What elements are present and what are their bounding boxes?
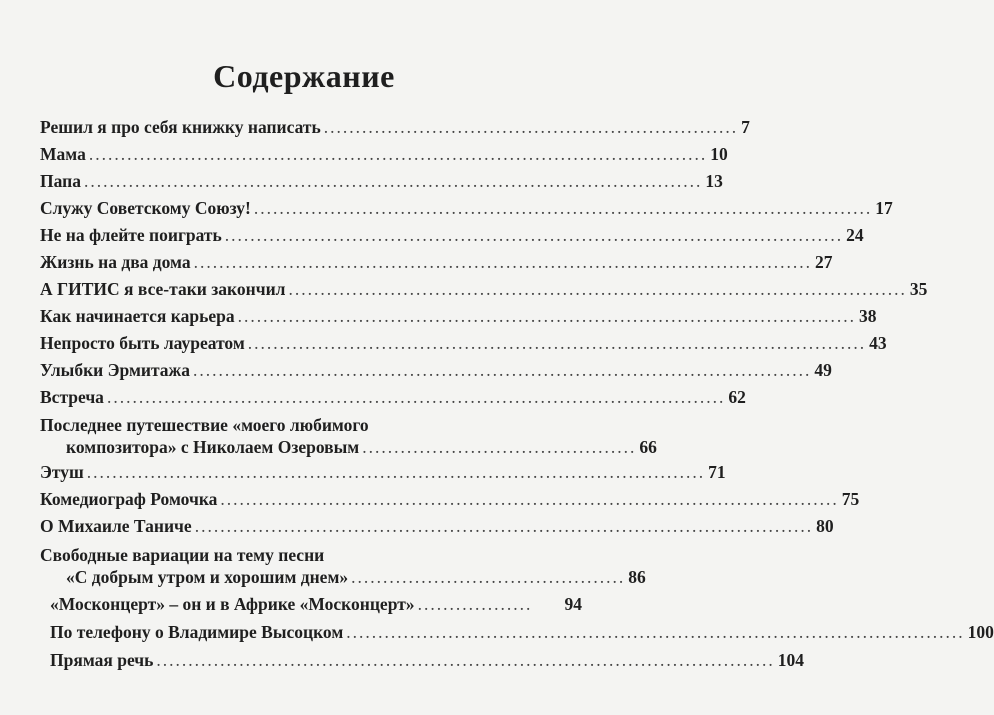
toc-entry	[40, 332, 887, 354]
toc-entry	[40, 515, 834, 537]
entry-page: 104	[777, 650, 805, 670]
leader-dots: .................................................................................................	[253, 198, 873, 218]
leader-dots: ..................	[417, 594, 533, 614]
toc-entry	[40, 649, 805, 671]
entry-page: 75	[841, 489, 860, 509]
toc-entry	[40, 224, 864, 246]
entry-title: Улыбки Эрмитажа	[40, 360, 190, 380]
toc-entry	[40, 278, 928, 300]
toc-entry	[40, 461, 726, 483]
toc-entry	[40, 116, 750, 138]
leader-dots: .................................................................................................	[192, 360, 812, 380]
entry-title: Не на флейте поиграть	[40, 225, 222, 245]
entry-title: Как начинается карьера	[40, 306, 235, 326]
leader-dots: .................................................................................................	[220, 489, 839, 509]
leader-dots: .................................................................................................	[86, 462, 706, 482]
leader-dots: ...........................................	[362, 437, 637, 457]
toc-entry	[40, 414, 657, 458]
entry-title: Решил я про себя книжку написать	[40, 117, 321, 137]
toc-entry	[40, 386, 746, 408]
toc-entry	[40, 544, 646, 588]
leader-dots: .................................................................................................	[288, 279, 907, 299]
leader-dots: .................................................................................................	[88, 144, 708, 164]
leader-dots: .................................................................................................	[346, 622, 965, 642]
leader-dots: .................................................................................................	[247, 333, 867, 353]
entry-page: 24	[846, 225, 864, 245]
entry-title: Встреча	[40, 387, 104, 407]
leader-dots: ...........................................	[351, 567, 626, 587]
entry-title: «Москонцерт» – он и в Африке «Москонцерт»	[50, 594, 415, 614]
entry-page: 27	[814, 252, 833, 272]
entry-page: 10	[710, 144, 728, 164]
entry-title: А ГИТИС я все-таки закончил	[40, 279, 286, 299]
entry-title: Папа	[40, 171, 81, 191]
leader-dots: .................................................................	[323, 117, 739, 137]
entry-page: 100	[967, 622, 994, 642]
toc-entry	[40, 251, 833, 273]
leader-dots: .................................................................................................	[193, 252, 812, 272]
leader-dots: .................................................................................................	[224, 225, 844, 245]
entry-page: 80	[816, 516, 834, 536]
entry-title: Этуш	[40, 462, 84, 482]
toc-entry	[40, 170, 723, 192]
entry-title: Мама	[40, 144, 86, 164]
toc-entry	[40, 488, 860, 510]
leader-dots: .................................................................................................	[83, 171, 703, 191]
leader-dots: .................................................................................................	[194, 516, 814, 536]
toc-entry	[40, 593, 582, 615]
entry-page: 62	[728, 387, 746, 407]
entry-title-line2: «С добрым утром и хорошим днем»	[66, 567, 349, 587]
entry-page: 17	[875, 198, 893, 218]
toc-entry	[40, 305, 877, 327]
entry-title-line2: композитора» с Николаем Озеровым	[66, 437, 360, 457]
leader-dots: .................................................................................................	[156, 650, 775, 670]
toc-entry	[40, 197, 893, 219]
entry-title-line1: Свободные вариации на тему песни	[40, 545, 325, 565]
entry-title: По телефону о Владимире Высоцком	[50, 622, 344, 642]
entry-title: Непросто быть лауреатом	[40, 333, 245, 353]
toc-entry	[40, 143, 728, 165]
entry-page: 43	[869, 333, 887, 353]
entry-page: 71	[708, 462, 726, 482]
entry-title: О Михаиле Таниче	[40, 516, 192, 536]
entry-page: 49	[814, 360, 832, 380]
entry-title: Прямая речь	[50, 650, 154, 670]
entry-page: 66	[639, 437, 657, 457]
entry-page: 86	[628, 567, 646, 587]
leader-dots: .................................................................................................	[106, 387, 726, 407]
entry-title-line1: Последнее путешествие «моего любимого	[40, 415, 369, 435]
entry-page: 13	[705, 171, 723, 191]
entry-page: 38	[858, 306, 877, 326]
toc-entry	[40, 359, 832, 381]
page-title: Содержание	[213, 58, 395, 94]
entry-title: Жизнь на два дома	[40, 252, 191, 272]
entry-page: 94	[564, 594, 582, 614]
toc-entry	[40, 621, 994, 643]
entry-page: 7	[741, 117, 750, 137]
entry-title: Служу Советскому Союзу!	[40, 198, 251, 218]
entry-title: Комедиограф Ромочка	[40, 489, 218, 509]
entry-page: 35	[909, 279, 928, 299]
leader-dots: .................................................................................................	[237, 306, 856, 326]
